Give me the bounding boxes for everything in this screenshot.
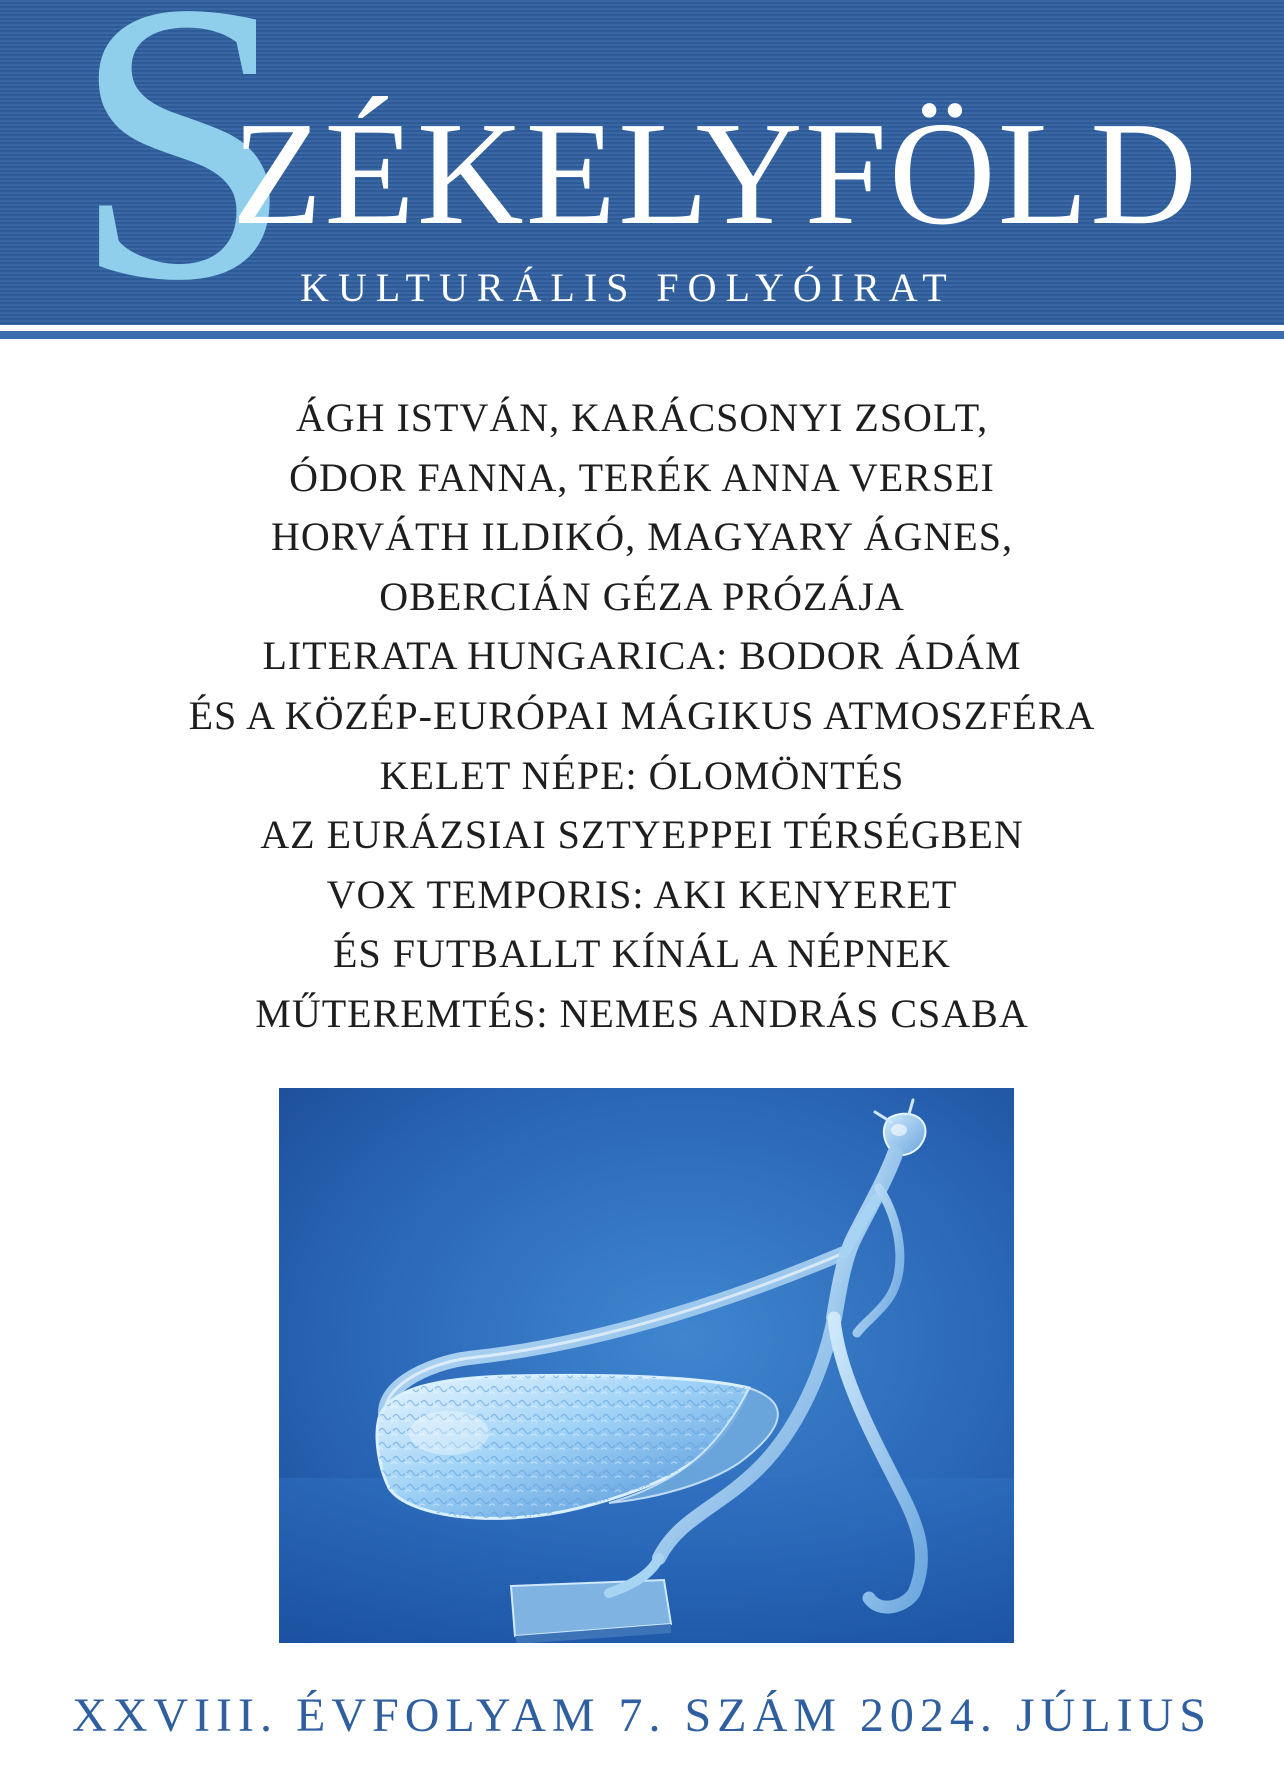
contents-list xyxy=(0,388,1284,1044)
contents-line: KELET NÉPE: ÓLOMÖNTÉS xyxy=(379,752,905,798)
contents-line: ÉS FUTBALLT KÍNÁL A NÉPNEK xyxy=(333,931,951,977)
contents-line: MŰTEREMTÉS: NEMES ANDRÁS CSABA xyxy=(255,990,1029,1036)
issue-info: XXVIII. ÉVFOLYAM 7. SZÁM 2024. JÚLIUS xyxy=(72,1689,1212,1742)
contents-line: HORVÁTH ILDIKÓ, MAGYARY ÁGNES, xyxy=(271,514,1013,560)
title-wordmark: ZÉKELYFÖLD xyxy=(232,92,1200,256)
cover-sculpture-photo xyxy=(279,1088,1014,1643)
contents-line: ÓDOR FANNA, TERÉK ANNA VERSEI xyxy=(289,454,995,500)
contents-line: AZ EURÁZSIAI SZTYEPPEI TÉRSÉGBEN xyxy=(260,812,1024,858)
contents-line: LITERATA HUNGARICA: BODOR ÁDÁM xyxy=(262,633,1022,679)
contents-line: VOX TEMPORIS: AKI KENYERET xyxy=(326,871,958,917)
contents-line: ÁGH ISTVÁN, KARÁCSONYI ZSOLT, xyxy=(295,395,989,440)
contents-line: ÉS A KÖZÉP-EURÓPAI MÁGIKUS ATMOSZFÉRA xyxy=(188,692,1096,738)
magazine-subtitle: KULTURÁLIS FOLYÓIRAT xyxy=(300,265,956,310)
contents-line: OBERCIÁN GÉZA PRÓZÁJA xyxy=(379,573,905,619)
title-initial: S xyxy=(72,0,295,363)
